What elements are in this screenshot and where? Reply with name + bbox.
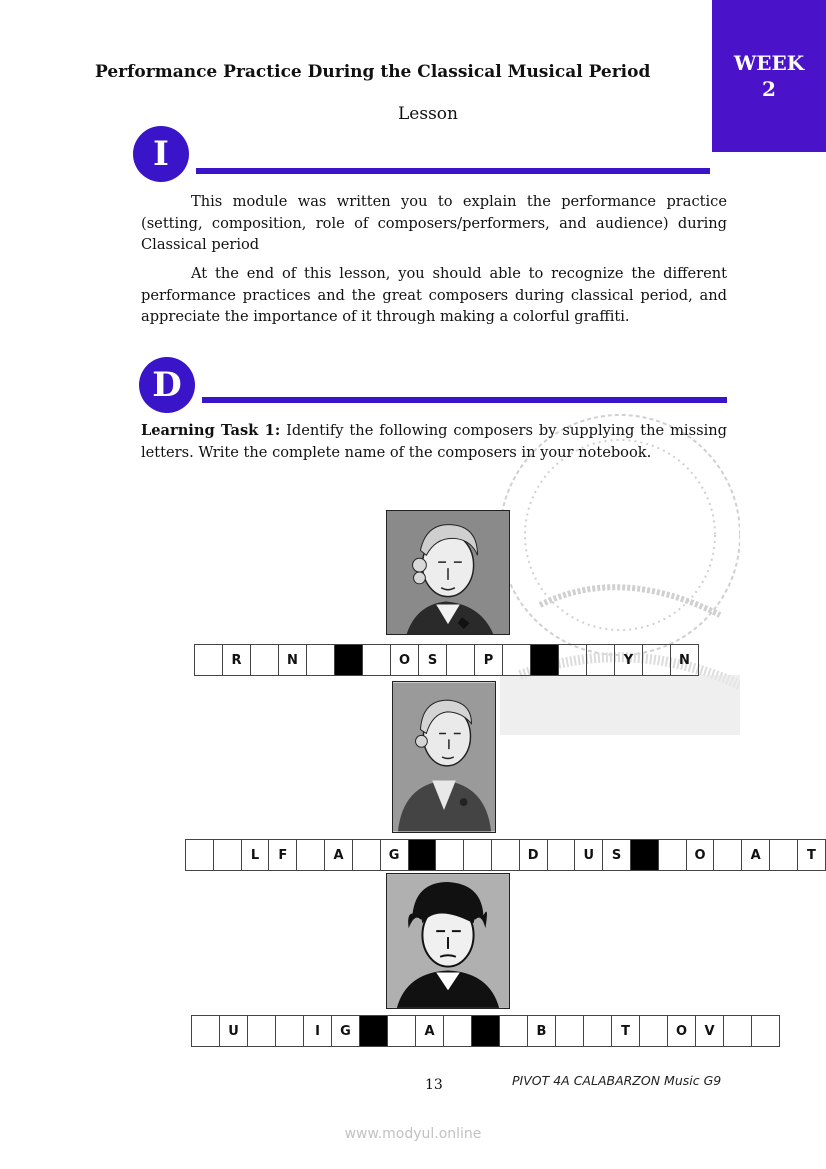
portrait-beethoven — [386, 873, 510, 1009]
puzzle-cell-letter: T — [612, 1016, 640, 1047]
puzzle-cell-letter: I — [304, 1016, 332, 1047]
puzzle-grid-1 — [194, 644, 699, 676]
puzzle-cell-empty — [752, 1016, 780, 1047]
puzzle-cell-blank — [472, 1016, 500, 1047]
learning-task-text: Learning Task 1: Identify the following composers by supplying the missing letters. Write the complete name of the composers in your notebook. — [141, 422, 727, 461]
puzzle-cell-letter: F — [269, 840, 297, 871]
puzzle-cell-blank — [360, 1016, 388, 1047]
puzzle-cell-empty — [447, 645, 475, 676]
puzzle-cell-blank — [631, 840, 659, 871]
puzzle-cell-empty — [587, 645, 615, 676]
page-number: 13 — [425, 1077, 443, 1093]
puzzle-cell-letter: L — [241, 840, 269, 871]
puzzle-cell-letter: R — [223, 645, 251, 676]
puzzle-cell-empty — [213, 840, 241, 871]
puzzle-cell-empty — [248, 1016, 276, 1047]
puzzle-cell-letter: A — [416, 1016, 444, 1047]
intro-paragraph-1: This module was written you to explain the performance practice (setting, composition, role of composers/performers, and audience) during Classical period — [141, 193, 727, 253]
puzzle-grid-3 — [191, 1015, 780, 1047]
puzzle-cell-empty — [491, 840, 519, 871]
puzzle-cell-letter: S — [419, 645, 447, 676]
puzzle-cell-letter: Y — [615, 645, 643, 676]
puzzle-cell-empty — [195, 645, 223, 676]
puzzle-cell-letter: B — [528, 1016, 556, 1047]
puzzle-cell-empty — [276, 1016, 304, 1047]
section-i-badge: I — [133, 126, 189, 182]
puzzle-cell-letter: O — [668, 1016, 696, 1047]
puzzle-cell-empty — [297, 840, 325, 871]
puzzle-cell-empty — [186, 840, 214, 871]
page-title: Performance Practice During the Classical Musical Period — [95, 62, 651, 82]
section-d-badge: D — [139, 357, 195, 413]
puzzle-cell-empty — [724, 1016, 752, 1047]
puzzle-cell-empty — [658, 840, 686, 871]
puzzle-cell-letter: V — [696, 1016, 724, 1047]
puzzle-cell-letter: U — [575, 840, 603, 871]
intro-paragraph-2: At the end of this lesson, you should able to recognize the different performance practices and the great composers during classical period, and appreciate the importance of it through making a colorful graffiti. — [141, 265, 727, 325]
puzzle-cell-empty — [388, 1016, 416, 1047]
puzzle-cell-empty — [500, 1016, 528, 1047]
puzzle-cell-letter: S — [603, 840, 631, 871]
puzzle-grid-2 — [185, 839, 826, 871]
portrait-mozart — [392, 681, 496, 833]
puzzle-cell-empty — [556, 1016, 584, 1047]
puzzle-cell-empty — [770, 840, 798, 871]
puzzle-cell-letter: N — [279, 645, 307, 676]
puzzle-cell-empty — [640, 1016, 668, 1047]
puzzle-cell-empty — [503, 645, 531, 676]
puzzle-cell-blank — [531, 645, 559, 676]
puzzle-cell-letter: N — [671, 645, 699, 676]
site-watermark: www.modyul.online — [344, 1126, 482, 1142]
puzzle-cell-letter: G — [380, 840, 408, 871]
section-d-rule — [202, 397, 727, 403]
puzzle-cell-letter: O — [686, 840, 714, 871]
puzzle-cell-empty — [464, 840, 492, 871]
lesson-heading: Lesson — [398, 104, 458, 124]
puzzle-cell-letter: T — [797, 840, 825, 871]
puzzle-cell-empty — [436, 840, 464, 871]
puzzle-cell-letter: O — [391, 645, 419, 676]
puzzle-cell-letter: A — [742, 840, 770, 871]
puzzle-cell-empty — [559, 645, 587, 676]
portrait-haydn — [386, 510, 510, 635]
puzzle-cell-blank — [408, 840, 436, 871]
puzzle-cell-empty — [363, 645, 391, 676]
puzzle-cell-empty — [547, 840, 575, 871]
puzzle-cell-empty — [584, 1016, 612, 1047]
week-label: WEEK — [733, 51, 805, 75]
section-i-rule — [196, 168, 710, 174]
puzzle-cell-letter: P — [475, 645, 503, 676]
puzzle-cell-letter: D — [519, 840, 547, 871]
puzzle-cell-letter: A — [325, 840, 353, 871]
puzzle-cell-blank — [335, 645, 363, 676]
puzzle-cell-empty — [192, 1016, 220, 1047]
puzzle-cell-empty — [643, 645, 671, 676]
puzzle-cell-empty — [714, 840, 742, 871]
week-badge — [712, 0, 826, 152]
puzzle-cell-empty — [307, 645, 335, 676]
puzzle-cell-letter: G — [332, 1016, 360, 1047]
week-number: 2 — [762, 77, 776, 101]
puzzle-cell-letter: U — [220, 1016, 248, 1047]
puzzle-cell-empty — [352, 840, 380, 871]
puzzle-cell-empty — [251, 645, 279, 676]
puzzle-cell-empty — [444, 1016, 472, 1047]
footer-module-label: PIVOT 4A CALABARZON Music G9 — [512, 1073, 722, 1088]
